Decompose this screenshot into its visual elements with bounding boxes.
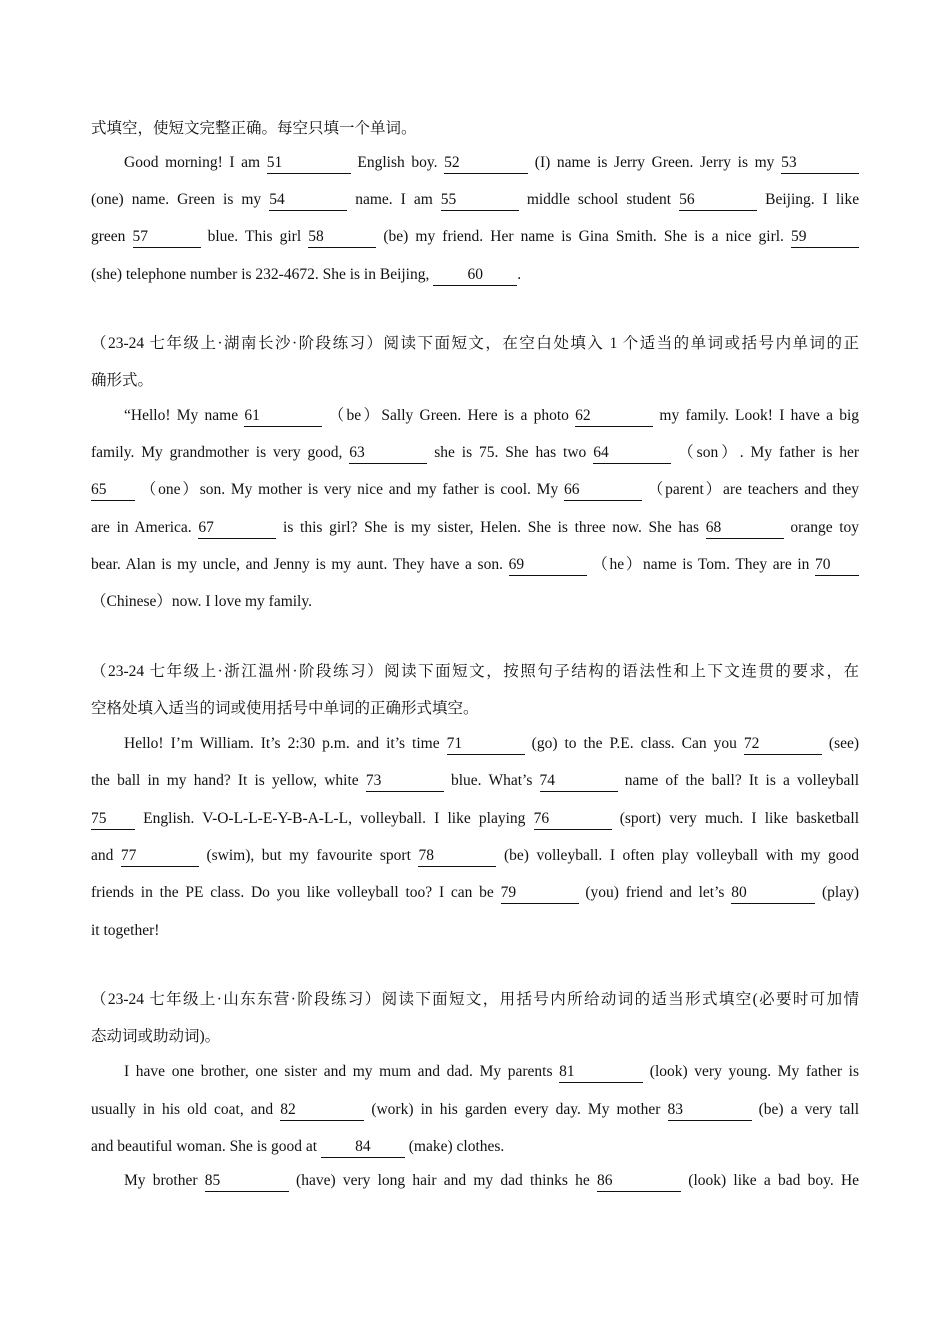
- blank-61[interactable]: 61: [244, 406, 322, 427]
- passage2-heading-1: [91, 332, 859, 356]
- blank-60[interactable]: 60: [433, 265, 517, 286]
- blank-86[interactable]: 86: [597, 1171, 681, 1192]
- section-heading: 态动词或助动词)。: [91, 1028, 221, 1045]
- text-segment: (she) telephone number is 232-4672. She is in Beijing,: [91, 266, 430, 283]
- passage1-line-1: [91, 151, 859, 175]
- blank-70[interactable]: 70: [815, 555, 859, 576]
- blank-62[interactable]: 62: [575, 406, 653, 427]
- passage2-heading-2: [91, 369, 859, 393]
- blank-66[interactable]: 66: [564, 480, 642, 501]
- text-segment: bear. Alan is my uncle, and Jenny is my aunt. They have a son.: [91, 556, 503, 573]
- passage2-line-5: [91, 553, 859, 577]
- text-segment: friends in the PE class. Do you like volleyball too? I can be: [91, 884, 494, 901]
- text-segment: (look) very young. My father is: [649, 1063, 860, 1080]
- blank-65[interactable]: 65: [91, 480, 135, 501]
- text-segment: （parent）are teachers and they: [647, 481, 860, 498]
- text-segment: （be）Sally Green. Here is a photo: [328, 407, 569, 424]
- blank-57[interactable]: 57: [133, 227, 201, 248]
- blank-74[interactable]: 74: [540, 771, 618, 792]
- text-segment: (make) clothes.: [408, 1138, 505, 1155]
- section-heading: （23-24 七年级上·山东东营·阶段练习）阅读下面短文，用括号内所给动词的适当形式填空(必要时可加情: [91, 991, 859, 1008]
- text-segment: my family. Look! I have a big: [659, 407, 860, 424]
- passage2-line-6: [91, 590, 859, 614]
- text-segment: （Chinese）now. I love my family.: [91, 593, 312, 610]
- text-segment: name. I am: [355, 191, 433, 208]
- passage4-line-4: [91, 1169, 859, 1193]
- blank-63[interactable]: 63: [349, 443, 427, 464]
- instruction-line: [91, 117, 859, 141]
- text-segment: she is 75. She has two: [434, 444, 587, 461]
- blank-68[interactable]: 68: [706, 518, 784, 539]
- text-segment: (play): [822, 884, 860, 901]
- blank-80[interactable]: 80: [731, 883, 815, 904]
- passage3-heading-2: [91, 697, 859, 721]
- text-segment: (look) like a bad boy. He: [688, 1172, 860, 1189]
- passage3-line-5: [91, 881, 859, 905]
- instruction-text: 式填空，使短文完整正确。每空只填一个单词。: [91, 120, 417, 137]
- blank-82[interactable]: 82: [280, 1100, 364, 1121]
- passage3-line-3: [91, 807, 859, 831]
- passage4-heading-2: [91, 1025, 859, 1049]
- text-segment: and: [91, 847, 114, 864]
- section-heading: （23-24 七年级上·浙江温州·阶段练习）阅读下面短文，按照句子结构的语法性和上下文连贯的要求，在: [91, 663, 859, 680]
- blank-69[interactable]: 69: [509, 555, 587, 576]
- text-segment: (be) a very tall: [758, 1101, 860, 1118]
- text-segment: middle school student: [526, 191, 672, 208]
- blank-53[interactable]: 53: [781, 153, 859, 174]
- blank-72[interactable]: 72: [744, 734, 822, 755]
- blank-75[interactable]: 75: [91, 809, 135, 830]
- text-segment: usually in his old coat, and: [91, 1101, 274, 1118]
- blank-85[interactable]: 85: [205, 1171, 289, 1192]
- blank-52[interactable]: 52: [444, 153, 528, 174]
- passage4-line-2: [91, 1098, 859, 1122]
- blank-78[interactable]: 78: [418, 846, 496, 867]
- section-heading: （23-24 七年级上·湖南长沙·阶段练习）阅读下面短文，在空白处填入 1 个适当的单词或括号内单词的正: [91, 335, 859, 352]
- text-segment: orange toy: [790, 519, 860, 536]
- text-segment: blue. This girl: [207, 228, 302, 245]
- blank-59[interactable]: 59: [791, 227, 859, 248]
- passage2-line-4: [91, 516, 859, 540]
- text-segment: (see): [828, 735, 860, 752]
- text-segment: family. My grandmother is very good,: [91, 444, 343, 461]
- text-segment: the ball in my hand? It is yellow, white: [91, 772, 359, 789]
- text-segment: Good morning! I am: [124, 154, 261, 171]
- text-segment: (go) to the P.E. class. Can you: [531, 735, 737, 752]
- blank-71[interactable]: 71: [447, 734, 525, 755]
- blank-73[interactable]: 73: [366, 771, 444, 792]
- blank-58[interactable]: 58: [308, 227, 376, 248]
- text-segment: is this girl? She is my sister, Helen. She is three now. She has: [283, 519, 700, 536]
- text-segment: English. V-O-L-L-E-Y-B-A-L-L, volleyball. I like playing: [143, 810, 526, 827]
- text-segment: (sport) very much. I like basketball: [619, 810, 860, 827]
- text-segment: blue. What’s: [451, 772, 533, 789]
- text-segment: (I) name is Jerry Green. Jerry is my: [534, 154, 775, 171]
- passage2-line-1: [91, 404, 859, 428]
- section-heading: 空格处填入适当的词或使用括号中单词的正确形式填空。: [91, 700, 479, 717]
- section-heading: 确形式。: [91, 372, 154, 389]
- text-segment: Beijing. I like: [765, 191, 860, 208]
- text-segment: (you) friend and let’s: [585, 884, 725, 901]
- text-segment: name of the ball? It is a volleyball: [624, 772, 860, 789]
- passage3-line-4: [91, 844, 859, 868]
- passage4-line-1: [91, 1060, 859, 1084]
- passage3-heading-1: [91, 660, 859, 684]
- passage4-heading-1: [91, 988, 859, 1012]
- text-segment: English boy.: [357, 154, 438, 171]
- text-segment: (work) in his garden every day. My mother: [371, 1101, 661, 1118]
- blank-79[interactable]: 79: [501, 883, 579, 904]
- blank-67[interactable]: 67: [198, 518, 276, 539]
- blank-84[interactable]: 84: [321, 1137, 405, 1158]
- passage1-line-2: [91, 188, 859, 212]
- blank-51[interactable]: 51: [267, 153, 351, 174]
- passage2-line-2: [91, 441, 859, 465]
- text-segment: My brother: [124, 1172, 198, 1189]
- text-segment: and beautiful woman. She is good at: [91, 1138, 317, 1155]
- text-segment: (swim), but my favourite sport: [206, 847, 411, 864]
- blank-76[interactable]: 76: [534, 809, 612, 830]
- text-segment: are in America.: [91, 519, 192, 536]
- text-segment: (be) my friend. Her name is Gina Smith. She is a nice girl.: [383, 228, 784, 245]
- passage3-line-6: [91, 919, 859, 943]
- passage2-line-3: [91, 478, 859, 502]
- text-segment: green: [91, 228, 126, 245]
- blank-83[interactable]: 83: [668, 1100, 752, 1121]
- text-segment: （one）son. My mother is very nice and my father is cool. My: [140, 481, 559, 498]
- text-segment: (be) volleyball. I often play volleyball with my good: [503, 847, 860, 864]
- text-segment: (one) name. Green is my: [91, 191, 262, 208]
- passage4-line-3: [91, 1135, 859, 1159]
- text-segment: “Hello! My name: [124, 407, 239, 424]
- passage3-line-2: [91, 769, 859, 793]
- passage3-line-1: [91, 732, 859, 756]
- passage1-line-3: [91, 225, 859, 249]
- text-segment: Hello! I’m William. It’s 2:30 p.m. and it’s time: [124, 735, 440, 752]
- text-segment: （son）. My father is her: [678, 444, 860, 461]
- blank-81[interactable]: 81: [559, 1062, 643, 1083]
- text-segment: .: [517, 266, 522, 283]
- blank-56[interactable]: 56: [679, 190, 757, 211]
- text-segment: it together!: [91, 922, 160, 939]
- text-segment: （he）name is Tom. They are in: [592, 556, 810, 573]
- blank-54[interactable]: 54: [269, 190, 347, 211]
- blank-64[interactable]: 64: [593, 443, 671, 464]
- blank-55[interactable]: 55: [441, 190, 519, 211]
- text-segment: (have) very long hair and my dad thinks he: [296, 1172, 590, 1189]
- blank-77[interactable]: 77: [121, 846, 199, 867]
- text-segment: I have one brother, one sister and my mum and dad. My parents: [124, 1063, 553, 1080]
- passage1-line-4: [91, 263, 859, 287]
